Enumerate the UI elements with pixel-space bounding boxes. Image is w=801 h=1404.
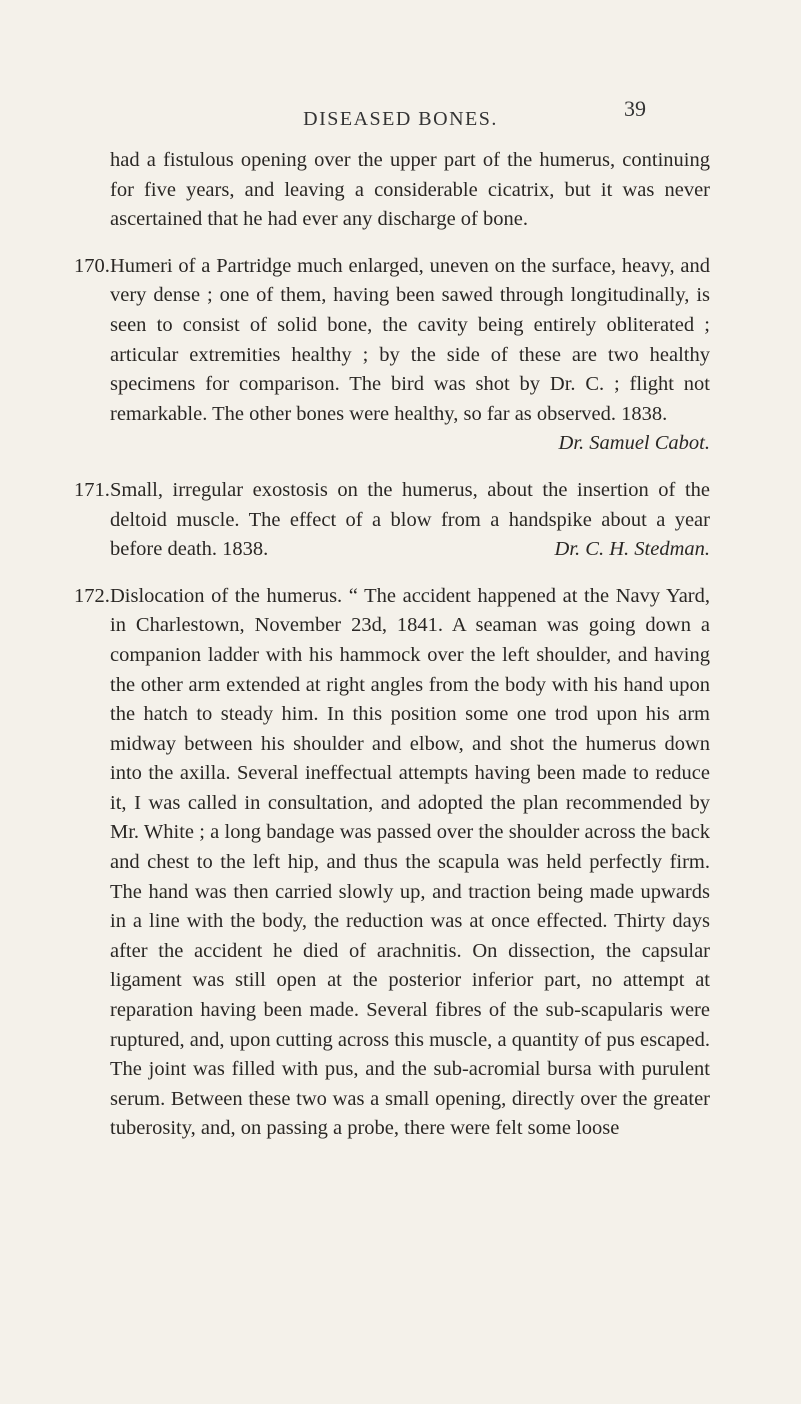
catalog-entry-171	[74, 476, 710, 565]
entry-body	[110, 582, 710, 1144]
entry-number: 170.	[74, 254, 110, 277]
entry-attribution: Dr. Samuel Cabot.	[558, 432, 710, 455]
running-head	[0, 96, 801, 136]
continuation-paragraph: had a fistulous opening over the upper part of the humerus, continuing for five years, and leaving a considerable cicatrix, but it was never ascertained that he had ever any discharge of bone.	[110, 149, 710, 231]
catalog-entry-170	[74, 252, 710, 459]
running-title: DISEASED BONES.	[303, 108, 498, 130]
entry-text	[110, 476, 710, 565]
page-number: 39	[624, 96, 646, 121]
entry-body	[110, 476, 710, 565]
entry-text: Dislocation of the humerus. “ The accident happened at the Navy Yard, in Charlestown, November 23d, 1841. A seaman was going down a companion ladder with his hammock over the left shoulder, and having the other arm extended at right angles from the body with his hand upon the hatch to steady him. In this position some one trod upon his arm midway between his shoulder and elbow, and shot the humerus down into the axilla. Several ineffectual attempts having been made to reduce it, I was called in consultation, and adopted the plan recommended by Mr. White ; a long bandage was passed over the shoulder across the back and chest to the left hip, and thus the scapula was held perfectly firm. The hand was then carried slowly up, and traction being made upwards in a line with the body, the reduction was at once effected. Thirty days after the accident he died of arachnitis. On dissection, the capsular ligament was still open at the posterior inferior part, no attempt at reparation having been made. Several fibres of the sub-scapularis were ruptured, and, upon cutting across this muscle, a quantity of pus escaped. The joint was filled with pus, and the sub-acromial bursa with purulent serum. Between these two was a small opening, directly over the greater tuberosity, and, on passing a probe, there were felt some loose	[110, 584, 710, 1140]
entry-text-content: Small, irregular exostosis on the humerus, about the insertion of the deltoid muscle. The effect of a blow from a handspike about a year before death. 1838.	[110, 478, 710, 561]
entry-text: Humeri of a Partridge much enlarged, uneven on the surface, heavy, and very dense ; one of them, having been sawed through longitudinally, is seen to consist of solid bone, the cavity being entirely obliterated ; articular extremities healthy ; by the side of these are two healthy specimens for comparison. The bird was shot by Dr. C. ; flight not remarkable. The other bones were healthy, so far as observed. 1838.	[110, 254, 710, 425]
entry-body	[110, 252, 710, 459]
entry-number: 172.	[74, 584, 110, 607]
catalog-entry-172	[74, 582, 710, 1144]
entry-attribution: Dr. C. H. Stedman.	[554, 538, 710, 561]
entry-number: 171.	[74, 478, 110, 501]
body-text	[74, 146, 710, 1144]
